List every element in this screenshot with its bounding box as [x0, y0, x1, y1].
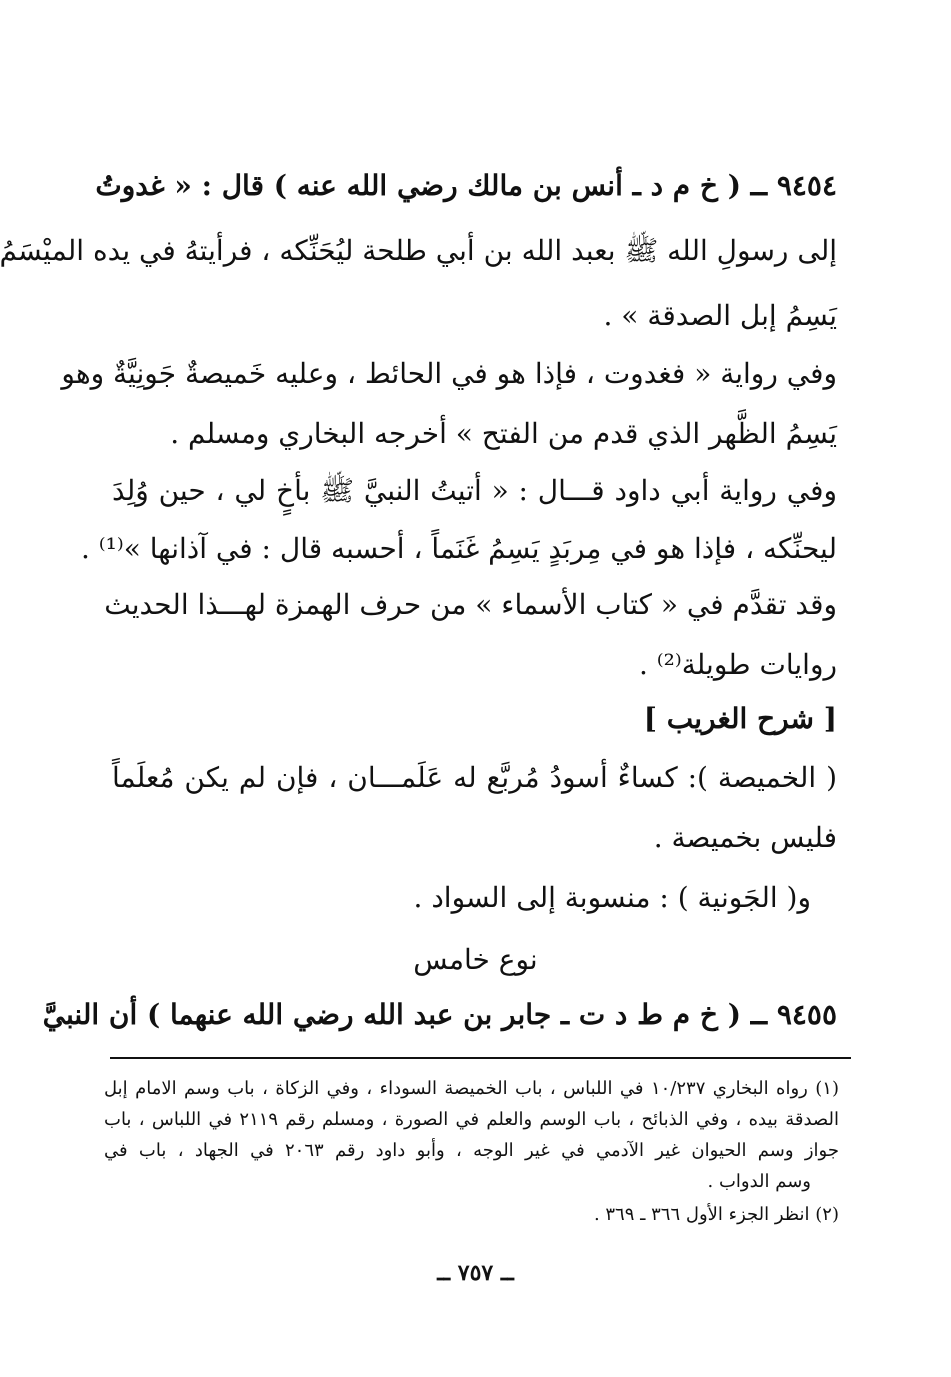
hadith-9454-line-2: إلى رسولِ الله ﷺ بعبد الله بن أبي طلحة ليُحَنِّكه ، فرأيتهُ في يده الميْسَمُ	[0, 234, 837, 267]
riwaya-2-line-2: ليحنِّكه ، فإذا هو في مِربَدٍ يَسِمُ غَنَماً ، أحسبه قال : في آذانها »⁽¹⁾ .	[80, 532, 837, 565]
page-number: ــ ٧٥٧ ــ	[437, 1260, 514, 1286]
riwaya-1-line-2: يَسِمُ الظَّهر الذي قدم من الفتح » أخرجه البخاري ومسلم .	[170, 417, 837, 450]
gharib-jawniya-line: و( الجَونية ) : منسوبة إلى السواد .	[413, 881, 811, 914]
footnote-2-line: (٢) انظر الجزء الأول ٣٦٦ ـ ٣٦٩ .	[593, 1204, 839, 1225]
hadith-9454-line-1: ٩٤٥٤ ــ ( خ م د ـ أنس بن مالك رضي الله عنه ) قال : « غدوتُ	[95, 169, 837, 202]
gharib-khamisa-line-1: ( الخميصة ): كساءٌ أسودُ مُربَّع له عَلَمـــان ، فإن لم يكن مُعلَماً	[112, 761, 837, 794]
hadith-9454-line-3: يَسِمُ إبل الصدقة » .	[603, 299, 837, 332]
sharh-gharib-heading: [ شرح الغريب ]	[643, 702, 837, 735]
footnote-1-line-1: (١) رواه البخاري ١٠/٢٣٧ في اللباس ، باب الخميصة السوداء ، وفي الزكاة ، باب وسم الامام إبل	[104, 1078, 839, 1099]
section-heading-naw-khamis: نوع خامس	[413, 943, 538, 976]
footnote-divider	[110, 1057, 851, 1059]
riwaya-2-line-1: وفي رواية أبي داود قـــال : « أتيتُ النبيَّ ﷺ بأخٍ لي ، حين وُلِدَ	[112, 474, 837, 507]
riwaya-3-line-2: روايات طويلة⁽²⁾ .	[638, 648, 837, 681]
riwaya-3-line-1: وقد تقدَّم في « كتاب الأسماء » من حرف الهمزة لهـــذا الحديث	[104, 588, 837, 621]
riwaya-1-line-1: وفي رواية « فغدوت ، فإذا هو في الحائط ، وعليه خَميصةٌ جَونِيَّةٌ وهو	[61, 357, 837, 390]
footnote-1-line-4: وسم الدواب .	[707, 1171, 811, 1192]
hadith-9455-line-1: ٩٤٥٥ ــ ( خ م ط د ت ـ جابر بن عبد الله رضي الله عنهما ) أن النبيَّ	[42, 998, 837, 1031]
footnote-1-line-2: الصدقة بيده ، وفي الذبائح ، باب الوسم والعلم في الصورة ، ومسلم رقم ٢١١٩ في اللباس ، باب	[104, 1109, 840, 1130]
gharib-khamisa-line-2: فليس بخميصة .	[653, 821, 837, 854]
footnote-1-line-3: جواز وسم الحيوان غير الآدمي في غير الوجه ، وأبو داود رقم ٢٠٦٣ في الجهاد ، باب في	[104, 1140, 839, 1161]
